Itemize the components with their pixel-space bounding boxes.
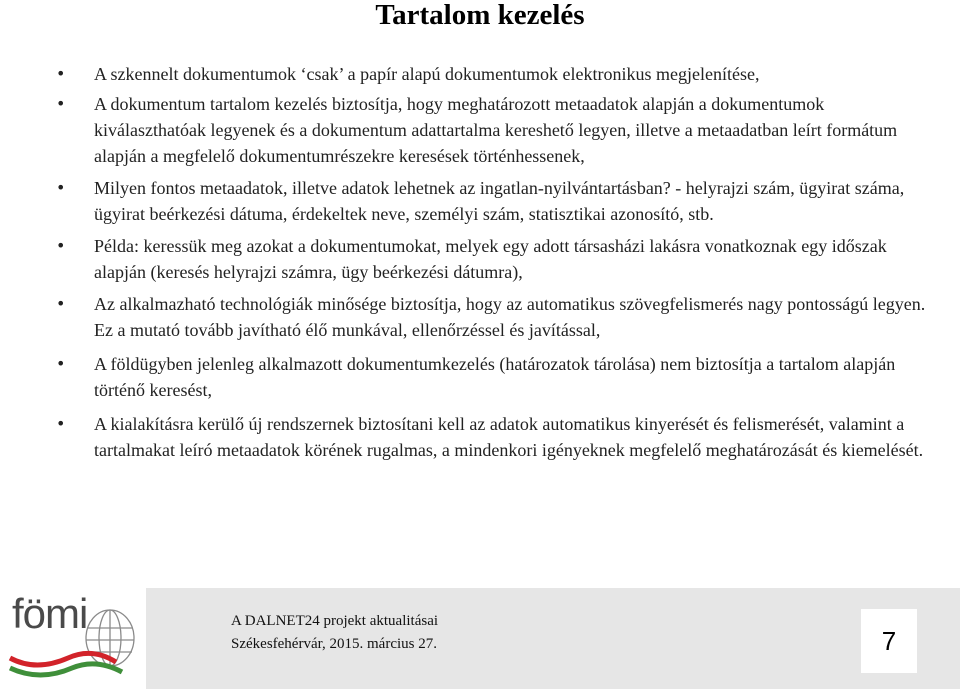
slide-title: Tartalom kezelés [375,0,585,31]
bullet-text: A földügyben jelenleg alkalmazott dokumentumkezelés (határozatok tárolása) nem biztosítja a tartalom alapján történő keresést, [94,354,896,400]
bullet-dot: • [56,414,66,433]
bullet-dot: • [56,64,66,83]
bullet-text: A szkennelt dokumentumok ‘csak’ a papír alapú dokumentumok elektronikus megjelenítése, [94,64,760,84]
bullet-item [56,175,936,227]
footer-place-date: Székesfehérvár, 2015. március 27. [231,636,437,652]
bullet-dot: • [56,354,66,373]
bullet-text: A dokumentum tartalom kezelés biztosítja, hogy meghatározott metaadatok alapján a dokumentumok kiválaszthatóak legyenek és a dokumentum adattartalma kereshető legyen, illetve a metaadatban leírt formátum alapján a megfelelő dokumentumrészekre keresések történhessenek, [94,94,898,166]
bullet-item [56,291,936,343]
bullet-item [56,351,936,403]
bullet-list [56,61,936,463]
bullet-text: A kialakításra kerülő új rendszernek biztosítani kell az adatok automatikus kinyerését és felismerését, valamint a tartalmakat leíró metaadatok körének rugalmas, a mindenkori igényeknek megfelelő meghatározását és kiemelését. [94,414,924,460]
bullet-dot: • [56,294,66,313]
logo-text: fömi [12,590,88,637]
bullet-text: Milyen fontos metaadatok, illetve adatok lehetnek az ingatlan-nyilvántartásban? - helyrajzi szám, ügyirat száma, ügyirat beérkezési dátuma, érdekeltek neve, személyi szám, statisztikai azonosító, stb. [94,178,905,224]
bullet-item [56,91,936,169]
bullet-item [56,61,936,87]
bullet-dot: • [56,178,66,197]
bullet-text: Példa: keressük meg azokat a dokumentumokat, melyek egy adott társasházi lakásra vonatkoznak egy időszak alapján (keresés helyrajzi számra, ügy beérkezési dátumra), [94,236,887,282]
footer-text [231,610,438,656]
bullet-dot: • [56,236,66,255]
bullet-item [56,411,936,463]
bullet-text: Az alkalmazható technológiák minősége biztosítja, hogy az automatikus szövegfelismerés nagy pontosságú legyen. Ez a mutató tovább javítható élő munkával, ellenőrzéssel és javítással, [94,294,926,340]
footer-project: A DALNET24 projekt aktualitásai [231,613,439,629]
bullet-dot: • [56,94,66,113]
page-number: 7 [861,609,917,673]
bullet-item [56,233,936,285]
